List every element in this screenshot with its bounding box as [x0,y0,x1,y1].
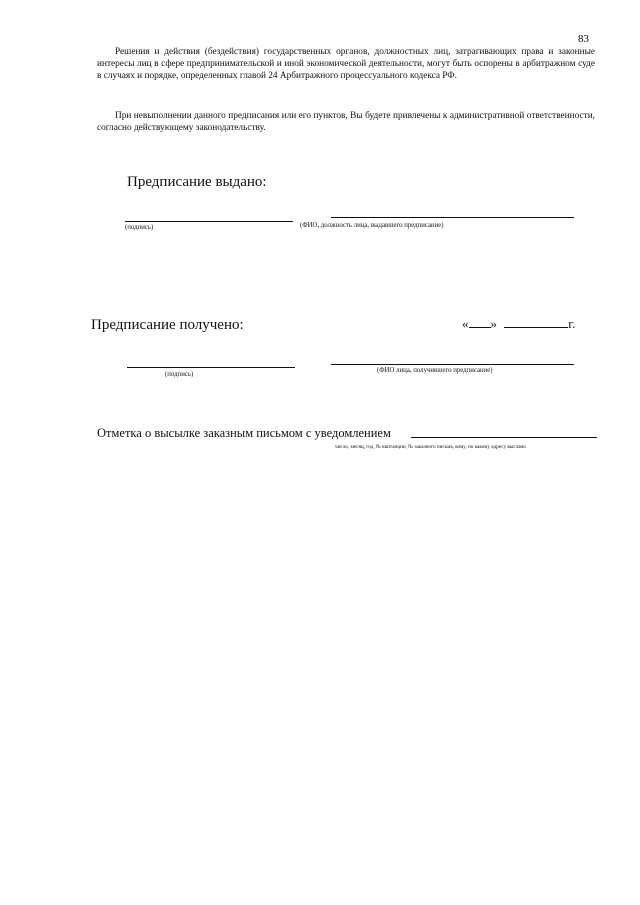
issued-signature-caption: (подпись) [125,224,154,231]
received-signature-line [127,367,295,368]
issued-name-line [331,217,574,218]
page-number: 83 [578,33,589,45]
date-close-quote: » [490,316,497,331]
date-month-blank [504,326,568,328]
appeal-paragraph: Решения и действия (бездействия) государственных органов, должностных лиц, затрагивающих права и законные интересы лиц в сфере предпринимательской и иной экономической деятельности, могут быть оспорены в арбитражном суде в случаях и порядке, определенных главой 24 Арбитражного процессуального кодекса РФ. [97,47,595,82]
received-title: Предписание получено: [91,317,244,333]
date-open-quote: « [462,316,469,331]
issued-signature-line [125,221,293,222]
received-signature-caption: (подпись) [165,371,194,378]
mailing-line [411,437,597,438]
date-year-suffix: г. [568,316,576,331]
date-day-blank [469,326,491,328]
liability-paragraph: При невыполнении данного предписания или его пунктов, Вы будете привлечены к административной ответственности, согласно действующему законодательству. [97,111,595,134]
mailing-hint: число, месяц, год, № квитанции, № заказного письма, кому, по какому адресу выслано [335,444,526,450]
issued-title: Предписание выдано: [127,174,267,190]
mailing-label: Отметка о высылке заказным письмом с уведомлением [97,426,391,440]
received-name-caption: (ФИО лица, получившего предписание) [377,367,493,374]
issued-name-caption: (ФИО, должность лица, выдавшего предписание) [300,222,444,229]
received-date [462,316,575,332]
received-name-line [331,364,574,365]
